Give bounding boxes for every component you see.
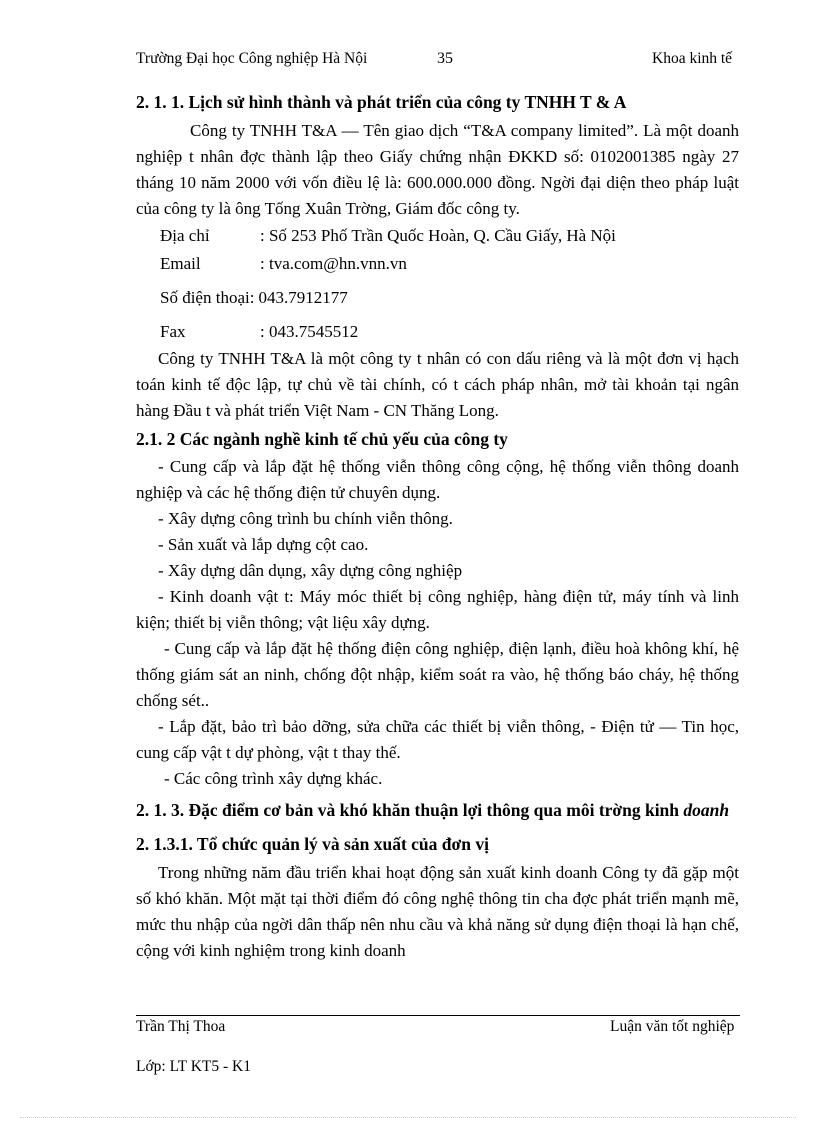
email-row bbox=[136, 250, 739, 278]
document-body bbox=[136, 90, 739, 964]
section-1-paragraph-2: Công ty TNHH T&A là một công ty t nhân có con dấu riêng và là một đơn vị hạch toán kinh tế độc lập, tự chủ về tài chính, có t cách pháp nhân, mở tài khoản tại ngân hàng Đầu t và phát triển Việt Nam - CN Thăng Long. bbox=[136, 349, 739, 420]
business-item-6: - Cung cấp và lắp đặt hệ thống điện công nghiệp, điện lạnh, điều hoà không khí, hệ thống giám sát an ninh, chống đột nhập, kiểm soát ra vào, hệ thống báo cháy, hệ thống chống sét.. bbox=[136, 639, 739, 710]
address-value: : Số 253 Phố Trần Quốc Hoàn, Q. Cầu Giấy, Hà Nội bbox=[260, 226, 616, 245]
email-value: : tva.com@hn.vnn.vn bbox=[260, 254, 407, 273]
section-3-paragraph: Trong những năm đầu triển khai hoạt động sản xuất kinh doanh Công ty đã gặp một số khó khăn. Một mặt tại thời điểm đó công nghệ thông tin cha đợc phát triển mạnh mẽ, mức thu nhập của ngời dân thấp nên nhu cầu và khả năng sử dụng điện thoại là hạn chế, cộng với kinh nghiệm trong kinh doanh bbox=[136, 863, 739, 960]
phone-row bbox=[136, 284, 739, 312]
section-2-heading: 2.1. 2 Các ngành nghề kinh tế chủ yếu của công ty bbox=[136, 429, 508, 449]
phone-label: Số điện thoại: bbox=[160, 288, 255, 307]
fax-label: Fax bbox=[160, 322, 186, 341]
footer-class: Lớp: LT KT5 - K1 bbox=[136, 1058, 251, 1075]
section-3-heading-main: 2. 1. 3. Đặc điểm cơ bản và khó khăn thuận lợi thông qua môi trờng kinh bbox=[136, 800, 680, 820]
section-3-heading-italic: doanh bbox=[683, 800, 730, 820]
business-item-4: - Xây dựng dân dụng, xây dựng công nghiệp bbox=[158, 561, 463, 580]
page-bottom-border bbox=[20, 1117, 796, 1118]
business-item-5: - Kinh doanh vật t: Máy móc thiết bị công nghiệp, hàng điện tử, máy tính và linh kiện; thiết bị viễn thông; vật liệu xây dựng. bbox=[136, 587, 739, 632]
fax-row bbox=[136, 318, 739, 346]
phone-value: 043.7912177 bbox=[258, 288, 348, 307]
section-1-paragraph-1: Công ty TNHH T&A — Tên giao dịch “T&A company limited”. Là một doanh nghiệp t nhân đợc thành lập theo Giấy chứng nhận ĐKKD số: 0102001385 ngày 27 tháng 10 năm 2000 với vốn điều lệ là: 600.000.000 đồng. Ngời đại diện theo pháp luật của công ty là ông Tống Xuân Trờng, Giám đốc công ty. bbox=[136, 121, 739, 218]
footer-divider bbox=[136, 1015, 740, 1016]
section-3-subheading: 2. 1.3.1. Tổ chức quản lý và sản xuất của đơn vị bbox=[136, 834, 489, 854]
header-school: Trường Đại học Công nghiệp Hà Nội bbox=[136, 50, 368, 67]
fax-value: : 043.7545512 bbox=[260, 322, 359, 341]
business-item-7: - Lắp đặt, bảo trì bảo dỡng, sửa chữa các thiết bị viễn thông, - Điện tử — Tin học, cung cấp vật t dự phòng, vật t thay thế. bbox=[136, 717, 739, 762]
address-row bbox=[136, 222, 739, 250]
header-faculty: Khoa kinh tế bbox=[652, 50, 733, 67]
business-item-2: - Xây dựng công trình bu chính viễn thông. bbox=[158, 509, 453, 528]
section-1-heading: 2. 1. 1. Lịch sử hình thành và phát triển của công ty TNHH T & A bbox=[136, 92, 627, 112]
business-item-3: - Sản xuất và lắp dựng cột cao. bbox=[158, 535, 369, 554]
address-label: Địa chỉ bbox=[160, 226, 210, 245]
business-item-8: - Các công trình xây dựng khác. bbox=[164, 769, 383, 788]
footer-author: Trần Thị Thoa bbox=[136, 1018, 226, 1035]
footer-thesis: Luận văn tốt nghiệp bbox=[610, 1018, 735, 1035]
business-item-1: - Cung cấp và lắp đặt hệ thống viễn thông công cộng, hệ thống viễn thông doanh nghiệp và các hệ thống điện tử chuyên dụng. bbox=[136, 457, 739, 502]
section-3-heading bbox=[136, 794, 739, 826]
page-number: 35 bbox=[437, 50, 453, 67]
email-label: Email bbox=[160, 254, 201, 273]
